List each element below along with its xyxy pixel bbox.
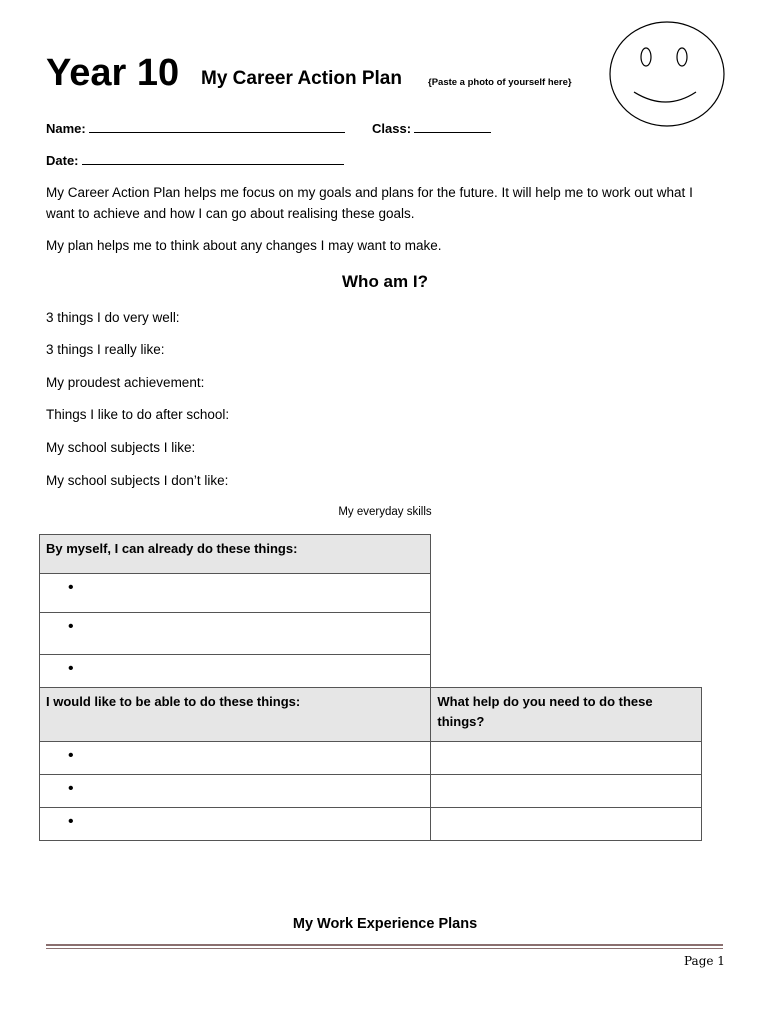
bullet: • bbox=[68, 579, 74, 596]
plan-title: My Career Action Plan bbox=[201, 68, 402, 89]
class-line[interactable] bbox=[414, 120, 491, 133]
photo-note: {Paste a photo of yourself here} bbox=[428, 77, 572, 88]
like-to-do-row-3[interactable] bbox=[40, 808, 431, 841]
can-do-header: By myself, I can already do these things: bbox=[40, 535, 431, 574]
intro-paragraph-1: My Career Action Plan helps me focus on my goals and plans for the future. It will help me to work out what I want to achieve and how I can go about realising these goals. bbox=[46, 185, 693, 221]
question-proudest: My proudest achievement: bbox=[46, 375, 205, 390]
name-line[interactable] bbox=[89, 120, 345, 133]
question-really-like: 3 things I really like: bbox=[46, 342, 165, 357]
help-row-1[interactable] bbox=[431, 742, 702, 775]
like-to-do-row-1[interactable] bbox=[40, 742, 431, 775]
smiley-face-icon bbox=[608, 20, 726, 128]
can-do-row-3[interactable] bbox=[40, 655, 431, 688]
work-experience-heading: My Work Experience Plans bbox=[292, 916, 478, 932]
footer-divider bbox=[46, 944, 723, 946]
page-number: Page 1 bbox=[684, 954, 725, 968]
like-to-do-header: I would like to be able to do these things: bbox=[40, 688, 431, 742]
help-row-3[interactable] bbox=[431, 808, 702, 841]
bullet: • bbox=[68, 747, 74, 764]
name-label: Name: bbox=[46, 121, 86, 136]
bullet: • bbox=[68, 660, 74, 677]
footer-divider-thin bbox=[46, 948, 723, 949]
help-needed-header: What help do you need to do these things? bbox=[431, 688, 702, 742]
name-field[interactable] bbox=[46, 120, 345, 138]
skills-caption: My everyday skills bbox=[338, 506, 432, 518]
date-line[interactable] bbox=[82, 152, 344, 165]
bullet: • bbox=[68, 780, 74, 797]
class-label: Class: bbox=[372, 121, 412, 136]
bullet: • bbox=[68, 813, 74, 830]
question-after-school: Things I like to do after school: bbox=[46, 407, 230, 422]
question-subjects-like: My school subjects I like: bbox=[46, 440, 196, 455]
question-do-well: 3 things I do very well: bbox=[46, 310, 180, 325]
can-do-row-2[interactable] bbox=[40, 613, 431, 655]
can-do-row-1[interactable] bbox=[40, 574, 431, 613]
class-field[interactable] bbox=[372, 120, 491, 138]
who-am-i-heading: Who am I? bbox=[342, 272, 428, 291]
date-label: Date: bbox=[46, 153, 79, 168]
bullet: • bbox=[68, 618, 74, 635]
intro-paragraph-2: My plan helps me to think about any changes I may want to make. bbox=[46, 238, 442, 253]
date-field[interactable] bbox=[46, 152, 344, 170]
help-row-2[interactable] bbox=[431, 775, 702, 808]
question-subjects-dislike: My school subjects I don’t like: bbox=[46, 473, 229, 488]
year-title: Year 10 bbox=[46, 52, 180, 94]
like-to-do-row-2[interactable] bbox=[40, 775, 431, 808]
skills-table bbox=[39, 534, 702, 841]
